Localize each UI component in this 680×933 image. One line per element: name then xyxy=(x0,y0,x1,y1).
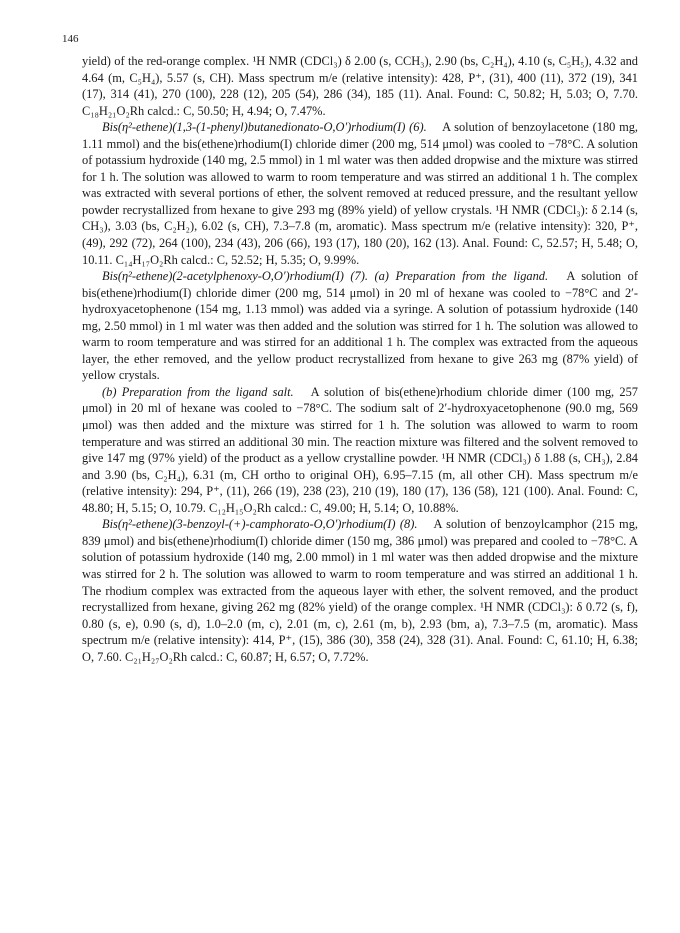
paragraph-text: A solution of bis(ethene)rhodium chloride dimer (100 mg, 257 μmol) in 20 ml of hexane was cooled to −78°C. The sodium salt of 2′-hydroxyacetophenone (90.0 mg, 569 μmol) was then added and the mixture was stirred for 1 h. The solution was allowed to warm to room temperature and was stirred an additional 30 min. The reaction mixture was filtered and the solvent removed to give 147 mg (97% yield) of the product as a yellow crystalline powder. ¹H NMR (CDCl₃) δ 1.88 (s, CH₃), 2.84 and 3.90 (bs, C₂H₄), 6.31 (m, CH ortho to original OH), 6.95–7.15 (m, all other CH). Mass spectrum m/e (relative intensity): 294, P⁺, (11), 266 (19), 238 (23), 210 (19), 180 (17), 136 (58), 121 (100). Anal. Found: C, 48.80; H, 5.15; O, 10.79. C₁₂H₁₅O₂Rh calcd.: C, 49.00; H, 5.14; O, 10.88%. xyxy=(82,384,639,515)
paragraph-text: A solution of benzoylacetone (180 mg, 1.11 mmol) and the bis(ethene)rhodium(I) chloride dimer (200 mg, 514 μmol) was cooled to −78°C. A solution of potassium hydroxide (140 mg, 2.5 mmol) in 1 ml water was then added dropwise and the mixture was stirred for 1 h. The solution was allowed to warm to room temperature and was stirred an additional 1 h. The complex was extracted with several portions of ether, the solvent removed at reduced pressure, and the resultant yellow powder recrystallized from hexane to give 293 mg (89% yield) of yellow crystals. ¹H NMR (CDCl₃): δ 2.14 (s, CH₃), 3.03 (bs, C₂H₂), 6.02 (s, CH), 7.3–7.8 (m, aromatic). Mass spectrum m/e (relative intensity): 320, P⁺, (49), 292 (72), 264 (100), 234 (43), 206 (66), 193 (17), 180 (20), 162 (13). Anal. Found: C, 52.57; H, 5.48; O, 10.11. C₁₄H₁₇O₂Rh calcd.: C, 52.52; H, 5.35; O, 9.99%. xyxy=(82,120,638,267)
paragraph-compound-7a xyxy=(82,268,638,384)
paragraph-text: A solution of benzoylcamphor (215 mg, 839 μmol) and bis(ethene)rhodium(I) chloride dimer (150 mg, 386 μmol) was prepared and cooled to −78°C. A solution of potassium hydroxide (140 mg, 2.00 mmol) in 1 ml water was then added dropwise and the mixture was stirred for 2 h. The solution was allowed to warm to room temperature and was stirred an additional 1 h. The rhodium complex was extracted from the aqueous layer with ether, the solvent removed, and the product recrystallized from hexane, giving 262 mg (82% yield) of the orange complex. ¹H NMR (CDCl₃): δ 0.72 (s, f), 0.80 (s, e), 0.90 (s, d), 1.0–2.0 (m, c), 2.01 (m, c), 2.61 (m, b), 2.93 (bm, a), 7.3–7.5 (m, aromatic). Mass spectrum m/e (relative intensity): 414, P⁺, (15), 386 (30), 358 (24), 328 (31). Anal. Found: C, 61.10; H, 6.38; O, 7.60. C₂₁H₂₇O₂Rh calcd.: C, 60.87; H, 6.57; O, 7.72%. xyxy=(82,517,638,664)
paragraph-text: A solution of bis(ethene)rhodium(I) chloride dimer (200 mg, 514 μmol) in 20 ml of hexane was cooled to −78°C and 2′-hydroxyacetophenone (154 mg, 1.13 mmol) was added via a syringe. A solution of potassium hydroxide (140 mg, 2.50 mmol) in 1 ml water was then added and the solution was stirred for 1 h. The solution was allowed to warm to room temperature and was stirred for an additional 1 h. The complex was extracted from the aqueous layer, the ether removed, and the yellow product recrystallized from hexane to give 263 mg (87% yield) of yellow crystals. xyxy=(82,269,638,383)
paragraph-compound-8 xyxy=(82,516,638,665)
body-text xyxy=(82,53,638,665)
compound-heading: Bis(η²-ethene)(3-benzoyl-(+)-camphorato-O,O′)rhodium(I) (8). xyxy=(102,517,430,532)
paragraph-text: yield) of the red-orange complex. ¹H NMR (CDCl₃) δ 2.00 (s, CCH₃), 2.90 (bs, C₂H₄), 4.10 (s, C₅H₅), 4.32 and 4.64 (m, C₅H₄), 5.57 (s, CH). Mass spectrum m/e (relative intensity): 428, P⁺, (31), 400 (11), 372 (19), 341 (17), 314 (41), 270 (100), 228 (12), 205 (54), 286 (34), 185 (11). Anal. Found: C, 50.82; H, 5.03; O, 7.70. C₁₈H₂₁O₂Rh calcd.: C, 50.50; H, 4.94; O, 7.47%. xyxy=(82,54,638,118)
compound-heading: Bis(η²-ethene)(1,3-(1-phenyl)butanedionato-O,O′)rhodium(I) (6). xyxy=(102,120,440,135)
compound-heading: (b) Preparation from the ligand salt. xyxy=(102,384,307,399)
compound-heading: Bis(η²-ethene)(2-acetylphenoxy-O,O′)rhodium(I) (7). (a) Preparation from the ligand. xyxy=(102,269,561,284)
page-number: 146 xyxy=(62,33,79,45)
paragraph-compound-7b xyxy=(82,384,638,516)
paragraph-compound-6 xyxy=(82,119,638,268)
paragraph-continued-yield xyxy=(82,53,638,119)
